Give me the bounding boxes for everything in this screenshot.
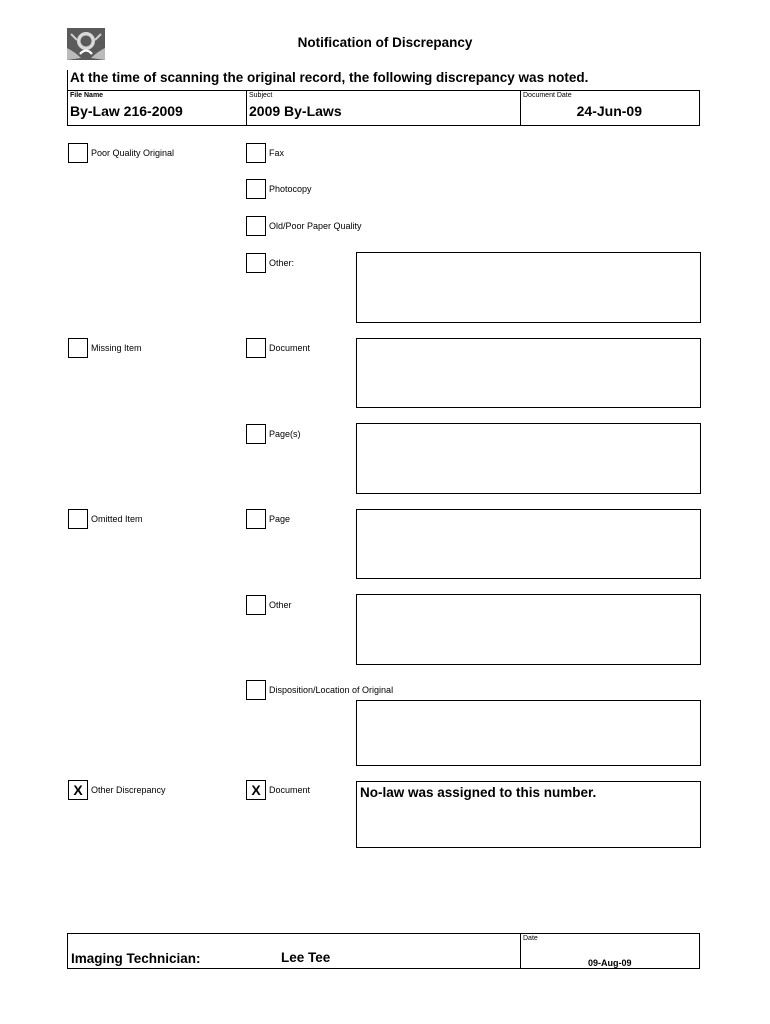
other-quality-notes[interactable]	[356, 252, 701, 323]
document-date-label: Document Date	[523, 92, 572, 99]
other-document-checkbox[interactable]: X	[246, 780, 266, 800]
omitted-other-notes[interactable]	[356, 594, 701, 665]
form-title: Notification of Discrepancy	[297, 35, 473, 50]
missing-pages-label: Page(s)	[269, 429, 301, 439]
technician-cell	[68, 934, 520, 968]
omitted-other-notes-text	[357, 595, 700, 598]
technician-name: Lee Tee	[281, 950, 331, 965]
poor-quality-label: Poor Quality Original	[91, 148, 175, 158]
poor-quality-checkbox[interactable]	[68, 143, 88, 163]
missing-document-label: Document	[269, 343, 311, 353]
other-discrepancy-label: Other Discrepancy	[91, 785, 166, 795]
omitted-page-notes[interactable]	[356, 509, 701, 579]
disposition-checkbox[interactable]	[246, 680, 266, 700]
file-name-label: File Name	[70, 92, 104, 99]
photocopy-label: Photocopy	[269, 184, 312, 194]
missing-item-label: Missing Item	[91, 343, 142, 353]
other-quality-notes-text	[357, 253, 700, 256]
subject-value: 2009 By-Laws	[249, 103, 342, 119]
old-paper-checkbox[interactable]	[246, 216, 266, 236]
intro-statement: At the time of scanning the original record, the following discrepancy was noted.	[70, 70, 589, 85]
omitted-item-label: Omitted Item	[91, 514, 143, 524]
technician-label: Imaging Technician:	[71, 951, 201, 966]
missing-document-notes-text	[357, 339, 700, 342]
other-document-label: Document	[269, 785, 311, 795]
record-header	[67, 90, 700, 126]
missing-pages-notes[interactable]	[356, 423, 701, 494]
missing-document-checkbox[interactable]	[246, 338, 266, 358]
document-date-value: 24-Jun-09	[576, 103, 642, 119]
other-quality-label: Other:	[269, 258, 295, 268]
other-document-notes-text: No-law was assigned to this number.	[360, 785, 597, 800]
omitted-page-label: Page	[269, 514, 291, 524]
old-paper-label: Old/Poor Paper Quality	[269, 221, 362, 231]
file-name-value: By-Law 216-2009	[70, 103, 183, 119]
subject-cell	[246, 91, 520, 125]
other-discrepancy-checkbox[interactable]: X	[68, 780, 88, 800]
missing-pages-checkbox[interactable]	[246, 424, 266, 444]
fax-label: Fax	[269, 148, 285, 158]
omitted-other-label: Other	[269, 600, 292, 610]
photocopy-checkbox[interactable]	[246, 179, 266, 199]
missing-document-notes[interactable]	[356, 338, 701, 408]
missing-item-checkbox[interactable]	[68, 338, 88, 358]
disposition-label: Disposition/Location of Original	[269, 685, 394, 695]
other-quality-checkbox[interactable]	[246, 253, 266, 273]
technician-footer	[67, 933, 700, 969]
signoff-date-cell	[520, 934, 699, 968]
file-name-cell	[68, 91, 246, 125]
omitted-page-notes-text	[357, 510, 700, 513]
signoff-date-label: Date	[523, 935, 538, 942]
omitted-other-checkbox[interactable]	[246, 595, 266, 615]
other-document-notes[interactable]	[356, 781, 701, 848]
fax-checkbox[interactable]	[246, 143, 266, 163]
signoff-date-value: 09-Aug-09	[588, 958, 632, 968]
omitted-page-checkbox[interactable]	[246, 509, 266, 529]
disposition-notes-text	[357, 701, 700, 704]
left-rule	[67, 70, 68, 90]
subject-label: Subject	[249, 92, 273, 99]
omitted-item-checkbox[interactable]	[68, 509, 88, 529]
disposition-notes[interactable]	[356, 700, 701, 766]
missing-pages-notes-text	[357, 424, 700, 427]
document-date-cell	[520, 91, 699, 125]
